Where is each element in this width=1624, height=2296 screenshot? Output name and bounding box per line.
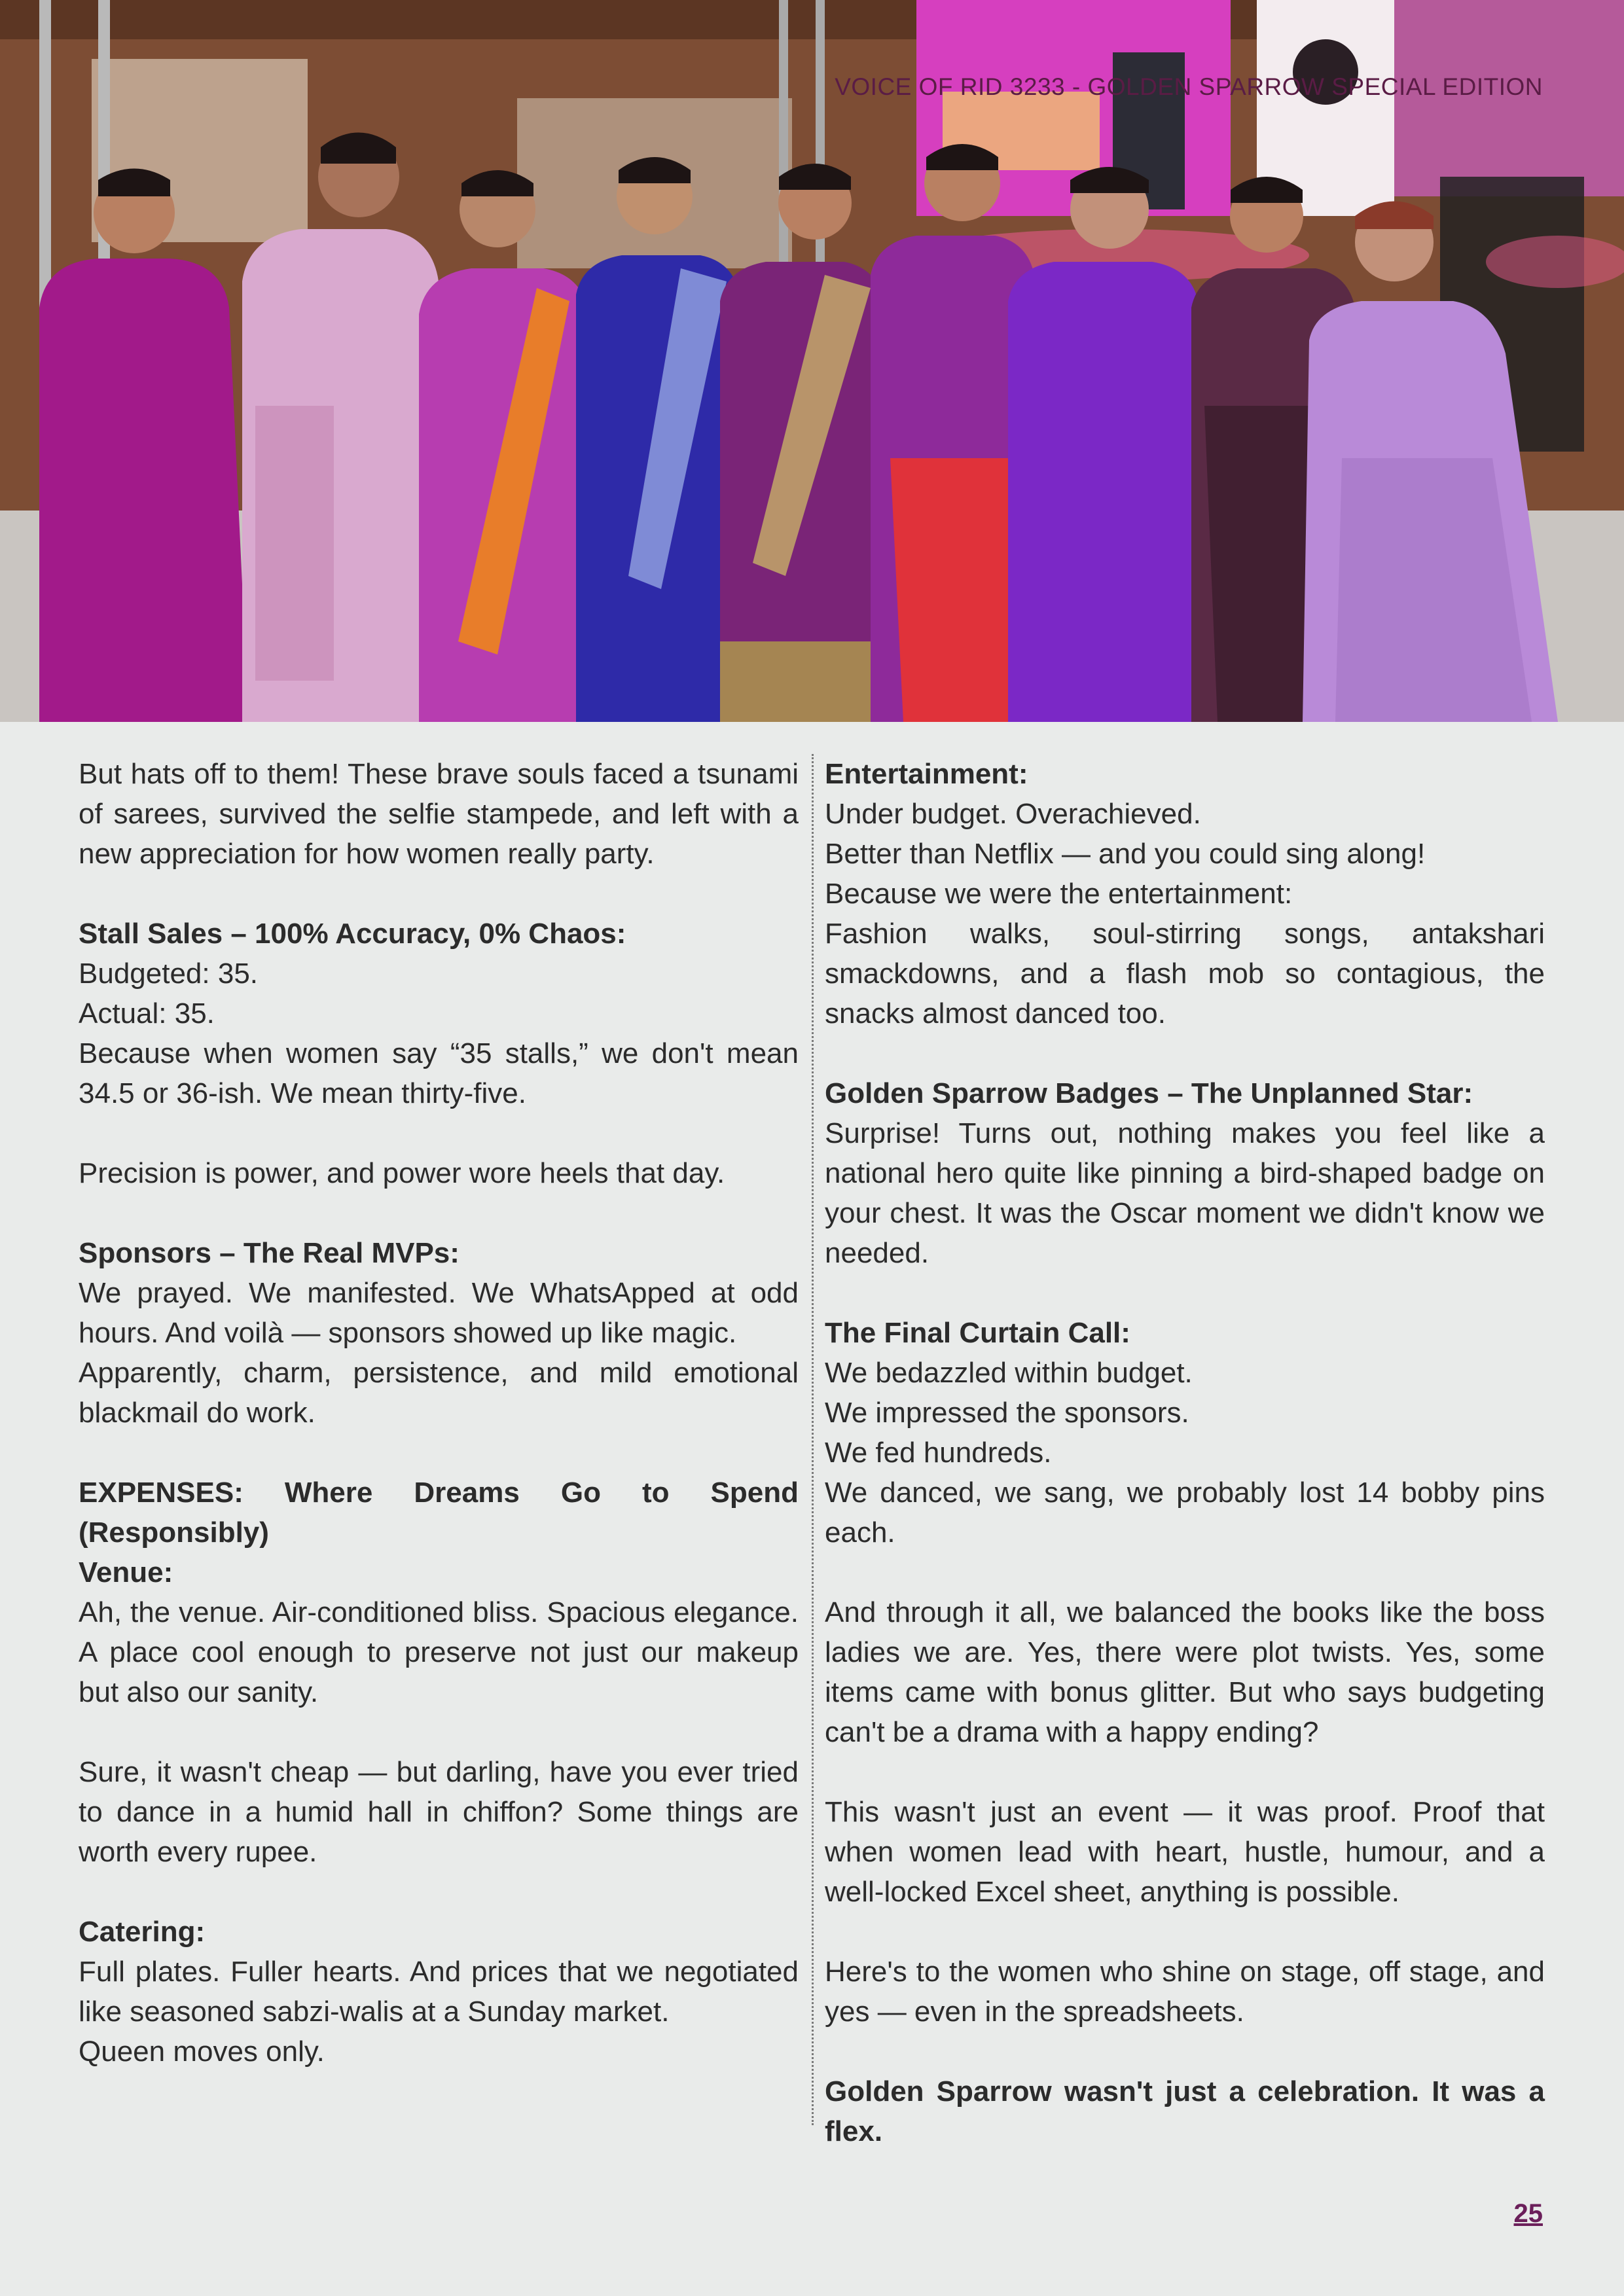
section-heading: The Final Curtain Call: bbox=[825, 1317, 1130, 1349]
closing-line: Golden Sparrow wasn't just a celebration. It was a flex. bbox=[825, 2075, 1545, 2147]
paragraph bbox=[825, 2072, 1545, 2151]
section-heading: Sponsors – The Real MVPs: bbox=[79, 1237, 460, 1269]
paragraph-line: Full plates. Fuller hearts. And prices that we negotiated like seasoned sabzi-walis at a Sunday market. bbox=[79, 1956, 799, 2028]
paragraph bbox=[79, 1153, 799, 1193]
section-heading: Stall Sales – 100% Accuracy, 0% Chaos: bbox=[79, 918, 626, 950]
paragraph bbox=[825, 1792, 1545, 1912]
paragraph-line: Because when women say “35 stalls,” we don't mean 34.5 or 36-ish. We mean thirty-five. bbox=[79, 1037, 799, 1109]
right-column bbox=[825, 754, 1545, 2151]
magazine-header: VOICE OF RID 3233 - GOLDEN SPARROW SPECIAL EDITION bbox=[835, 73, 1543, 100]
paragraph bbox=[79, 754, 799, 874]
paragraph bbox=[825, 1313, 1545, 1552]
section-heading: Entertainment: bbox=[825, 758, 1028, 790]
paragraph-line: Better than Netflix — and you could sing along! bbox=[825, 838, 1426, 870]
paragraph-line: We bedazzled within budget. bbox=[825, 1357, 1193, 1389]
paragraph bbox=[79, 1912, 799, 2072]
left-column bbox=[79, 754, 799, 2072]
column-divider bbox=[812, 754, 814, 2125]
paragraph bbox=[825, 1592, 1545, 1752]
paragraph-line: Under budget. Overachieved. bbox=[825, 798, 1201, 830]
section-heading: EXPENSES: Where Dreams Go to Spend (Responsibly) bbox=[79, 1477, 799, 1549]
section-heading: Catering: bbox=[79, 1916, 206, 1948]
paragraph-line: We fed hundreds. bbox=[825, 1437, 1052, 1469]
paragraph-line: Ah, the venue. Air-conditioned bliss. Spacious elegance. A place cool enough to preserve not just our makeup but also our sanity. bbox=[79, 1596, 799, 1708]
group-photo-illustration bbox=[0, 0, 1624, 722]
paragraph bbox=[825, 1952, 1545, 2032]
paragraph-line: Budgeted: 35. bbox=[79, 958, 259, 990]
paragraph-text: Sure, it wasn't cheap — but darling, have you ever tried to dance in a humid hall in chiffon? Some things are worth every rupee. bbox=[79, 1756, 799, 1868]
group-photo bbox=[0, 0, 1624, 722]
paragraph bbox=[79, 1473, 799, 1712]
paragraph-text: This wasn't just an event — it was proof. Proof that when women lead with heart, hustle, humour, and a well-locked Excel sheet, anything is possible. bbox=[825, 1796, 1545, 1908]
paragraph bbox=[79, 1752, 799, 1872]
section-heading: Golden Sparrow Badges – The Unplanned Star: bbox=[825, 1077, 1473, 1109]
section-subheading: Venue: bbox=[79, 1556, 173, 1588]
paragraph-line: Surprise! Turns out, nothing makes you feel like a national hero quite like pinning a bird-shaped badge on your chest. It was the Oscar moment we didn't know we needed. bbox=[825, 1117, 1545, 1269]
paragraph-text: Precision is power, and power wore heels that day. bbox=[79, 1157, 725, 1189]
paragraph-line: We prayed. We manifested. We WhatsApped at odd hours. And voilà — sponsors showed up like magic. bbox=[79, 1277, 799, 1349]
paragraph bbox=[79, 1233, 799, 1433]
paragraph bbox=[825, 754, 1545, 1033]
paragraph-line: We impressed the sponsors. bbox=[825, 1397, 1189, 1429]
paragraph-text: But hats off to them! These brave souls faced a tsunami of sarees, survived the selfie stampede, and left with a new appreciation for how women really party. bbox=[79, 758, 799, 870]
paragraph-line: Apparently, charm, persistence, and mild emotional blackmail do work. bbox=[79, 1357, 799, 1429]
page-number: 25 bbox=[1513, 2199, 1543, 2228]
paragraph-line: Fashion walks, soul-stirring songs, antakshari smackdowns, and a flash mob so contagious, the snacks almost danced too. bbox=[825, 918, 1545, 1030]
paragraph-line: We danced, we sang, we probably lost 14 bobby pins each. bbox=[825, 1477, 1545, 1549]
paragraph-text: Here's to the women who shine on stage, off stage, and yes — even in the spreadsheets. bbox=[825, 1956, 1545, 2028]
paragraph-line: Actual: 35. bbox=[79, 997, 215, 1030]
paragraph-line: Because we were the entertainment: bbox=[825, 878, 1293, 910]
paragraph bbox=[79, 914, 799, 1113]
paragraph-text: And through it all, we balanced the books like the boss ladies we are. Yes, there were plot twists. Yes, some items came with bonus glitter. But who says budgeting can't be a drama with a happy ending? bbox=[825, 1596, 1545, 1748]
paragraph bbox=[825, 1073, 1545, 1273]
paragraph-line: Queen moves only. bbox=[79, 2036, 325, 2068]
